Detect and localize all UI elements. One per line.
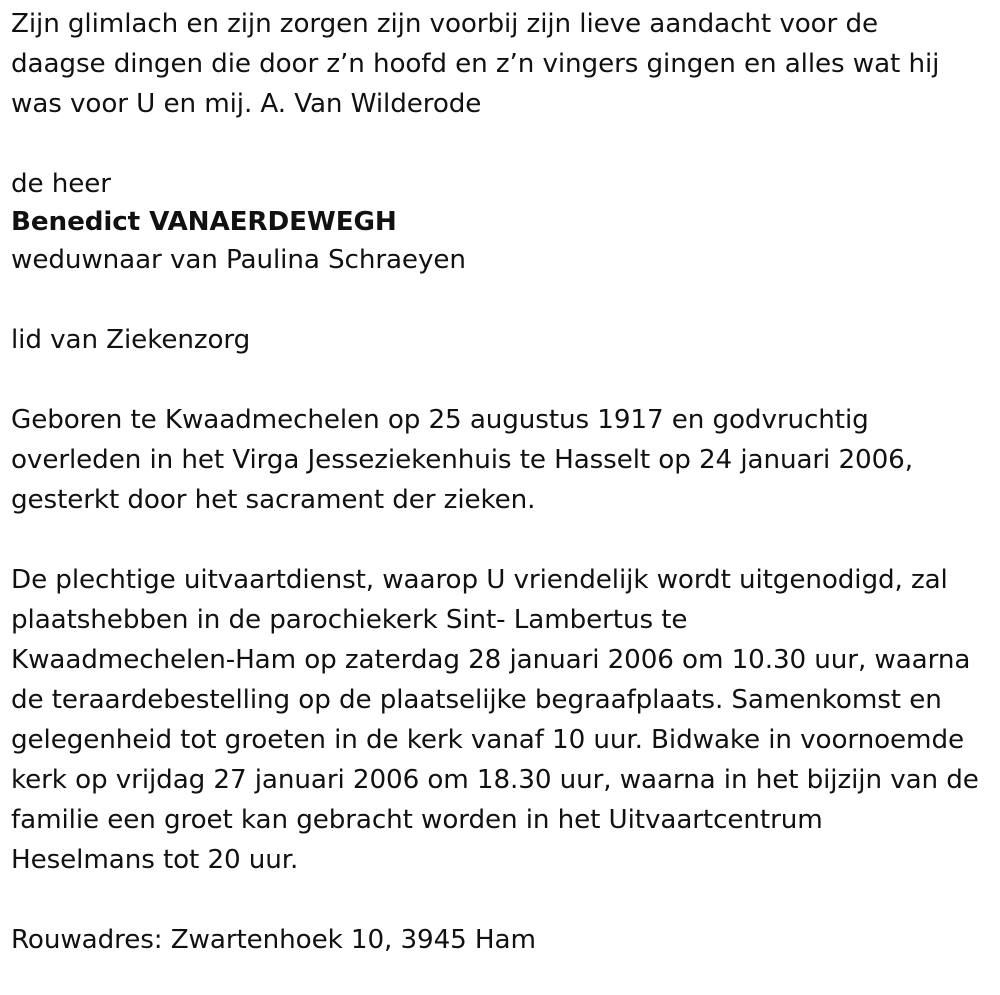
spacer: [11, 280, 996, 320]
spacer: [11, 520, 996, 560]
deceased-name: Benedict VANAERDEWEGH: [11, 207, 397, 237]
spacer: [11, 880, 996, 920]
spacer: [11, 360, 996, 400]
birth-death-paragraph: Geboren te Kwaadmechelen op 25 augustus 1917 en godvruchtig overleden in het Virga Jesseziekenhuis te Hasselt op 24 januari 2006, gesterkt door het sacrament der zieken.: [11, 405, 913, 515]
obituary-document: [11, 4, 996, 960]
membership: lid van Ziekenzorg: [11, 325, 251, 355]
honorific: de heer: [11, 169, 111, 199]
funeral-service-paragraph: De plechtige uitvaartdienst, waarop U vriendelijk wordt uitgenodigd, zal plaatshebben in de parochiekerk Sint- Lambertus te Kwaadmechelen-Ham op zaterdag 28 januari 2006 om 10.30 uur, waarna de teraardebestelling op de plaatselijke begraafplaats. Samenkomst en gelegenheid tot groeten in de kerk vanaf 10 uur. Bidwake in voornoemde kerk op vrijdag 27 januari 2006 om 18.30 uur, waarna in het bijzijn van de familie een groet kan gebracht worden in het Uitvaartcentrum Heselmans tot 20 uur.: [11, 565, 979, 875]
spacer: [11, 124, 996, 164]
memorial-poem: Zijn glimlach en zijn zorgen zijn voorbij zijn lieve aandacht voor de daagse dingen die door z’n hoofd en z’n vingers gingen en alles wat hij was voor U en mij. A. Van Wilderode: [11, 9, 940, 119]
widower-of: weduwnaar van Paulina Schraeyen: [11, 245, 466, 275]
mourning-address: Rouwadres: Zwartenhoek 10, 3945 Ham: [11, 925, 536, 955]
